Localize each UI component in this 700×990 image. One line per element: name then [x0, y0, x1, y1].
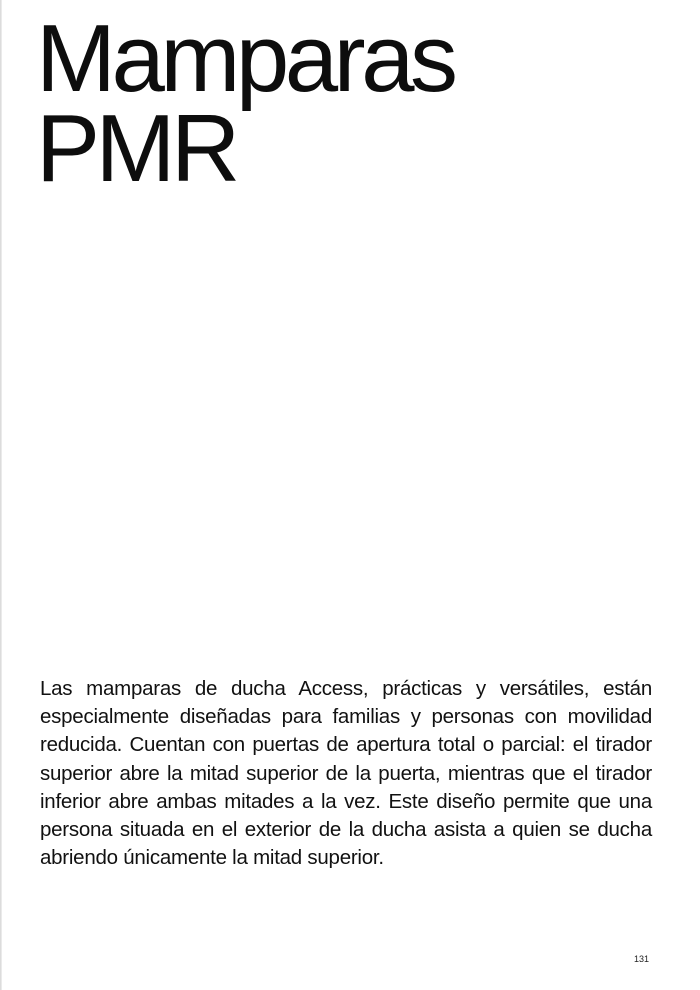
page-title: [36, 5, 454, 202]
title-line-1: Mamparas: [36, 5, 454, 112]
body-paragraph: Las mamparas de ducha Access, prácticas y versátiles, están especialmente diseñadas para familias y personas con movilidad reducida. Cuentan con puertas de apertura total o parcial: el tirador superior abre la mitad superior de la puerta, mientras que el tirador inferior abre ambas mitades a la vez. Este diseño permite que una persona situada en el exterior de la ducha asista a quien se ducha abriendo únicamente la mitad superior.: [40, 677, 652, 870]
page-binding-edge: [0, 0, 2, 990]
title-line-2: PMR: [36, 95, 236, 202]
page-number: 131: [634, 954, 650, 964]
